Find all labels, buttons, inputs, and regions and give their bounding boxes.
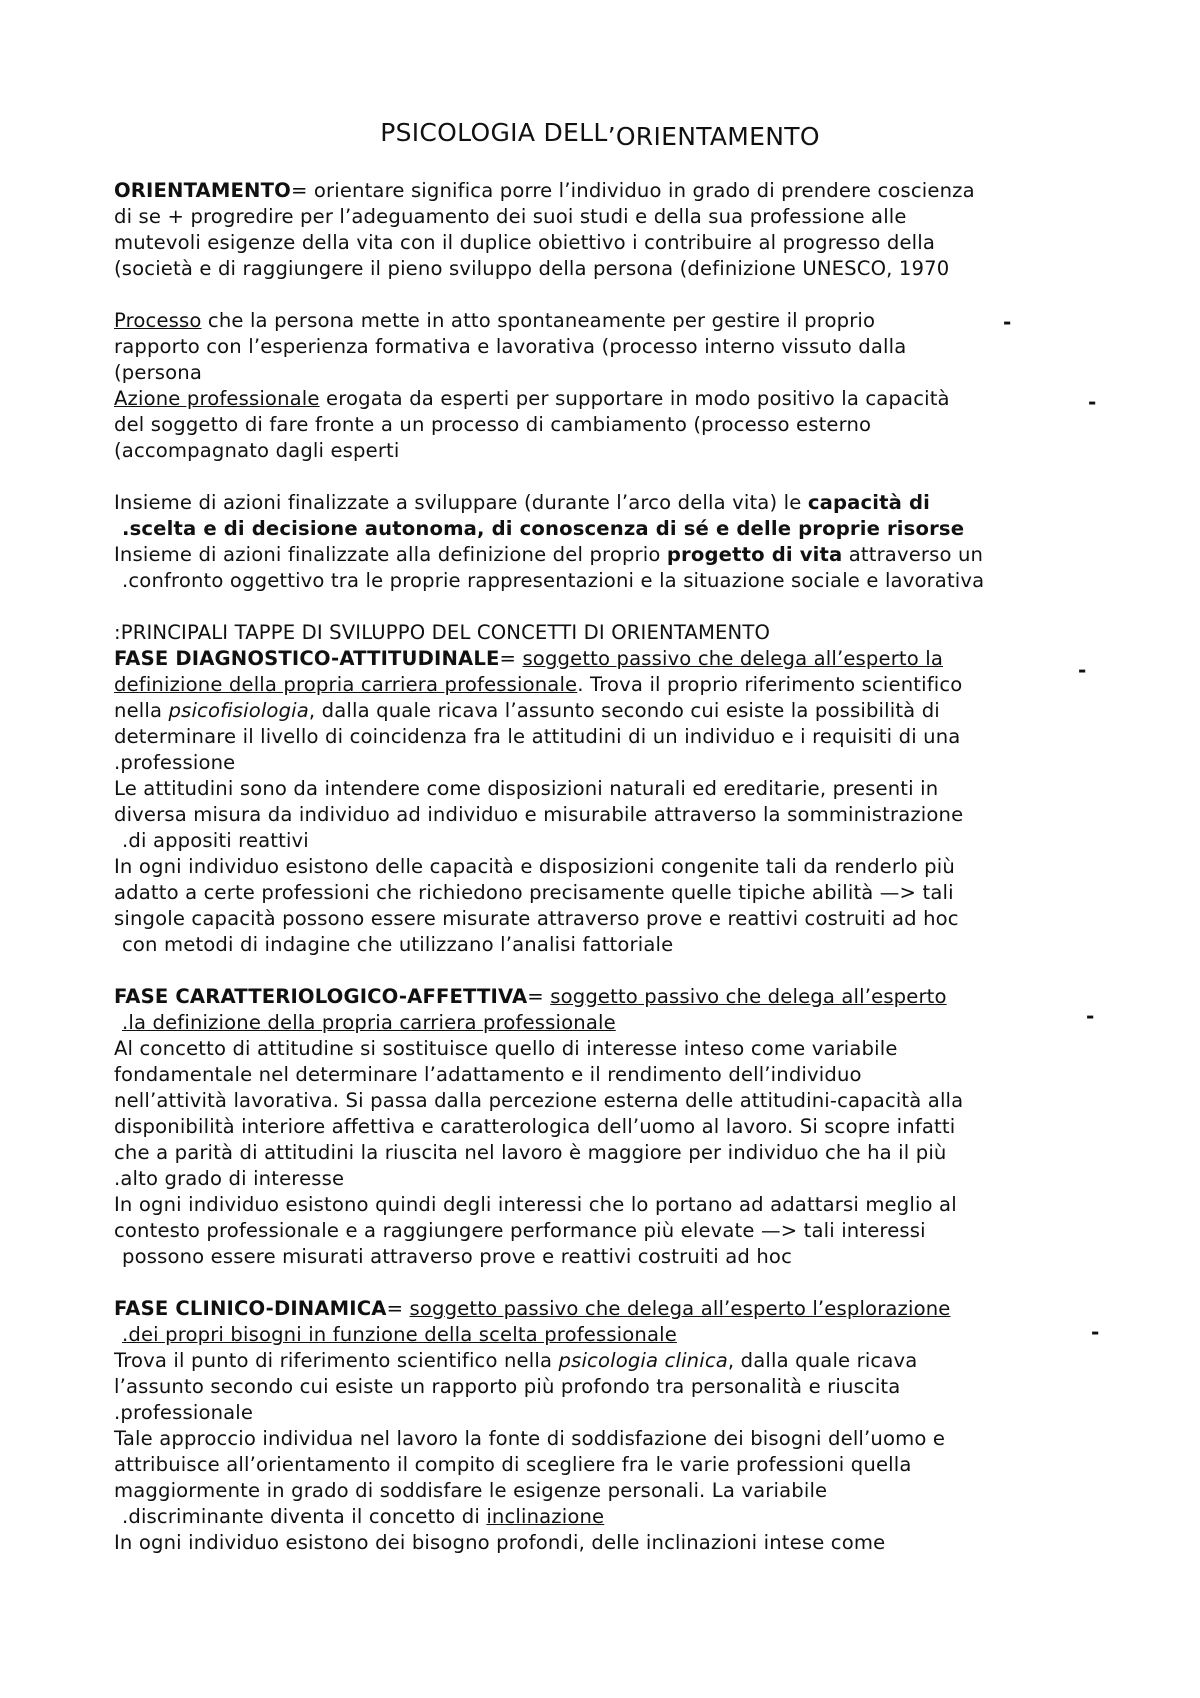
paragraph-line: disponibilità interiore affettiva e caratterologica dell’uomo al lavoro. Si scopre infatti <box>114 1115 956 1138</box>
paragraph-line <box>114 646 1104 672</box>
paragraph-line: (persona <box>114 361 203 384</box>
paragraph-line: diversa misura da individuo ad individuo e misurabile attraverso la somministrazione <box>114 803 964 826</box>
text-run: Insieme di azioni finalizzate alla definizione del proprio <box>114 543 667 566</box>
term-fase-caratteriologico: FASE CARATTERIOLOGICO-AFFETTIVA <box>114 985 528 1008</box>
paragraph-line: di se + progredire per l’adeguamento dei suoi studi e della sua professione alle <box>114 205 907 228</box>
paragraph-line: .confronto oggettivo tra le proprie rappresentazioni e la situazione sociale e lavorativa <box>122 569 985 592</box>
paragraph-line <box>114 1322 1104 1348</box>
text-run: , dalla quale ricava l’assunto secondo cui esiste la possibilità di <box>308 699 940 722</box>
paragraph-line: In ogni individuo esistono dei bisogno profondi, delle inclinazioni intese come <box>114 1531 886 1554</box>
text-run: . Trova il proprio riferimento scientifico <box>577 673 963 696</box>
paragraph-line: singole capacità possono essere misurate attraverso prove e reattivi costruiti ad hoc <box>114 907 959 930</box>
paragraph-line: (società e di raggiungere il pieno sviluppo della persona (definizione UNESCO, 1970 <box>114 257 950 280</box>
spacer <box>114 464 1104 490</box>
paragraph-line: che a parità di attitudini la riuscita nel lavoro è maggiore per individuo che ha il più <box>114 1141 947 1164</box>
text-run: = <box>499 647 523 670</box>
paragraph-line: mutevoli esigenze della vita con il duplice obiettivo i contribuire al progresso della <box>114 231 936 254</box>
paragraph-line: Le attitudini sono da intendere come disposizioni naturali ed ereditarie, presenti in <box>114 777 939 800</box>
paragraph-line: nell’attività lavorativa. Si passa dalla percezione esterna delle attitudini-capacità alla <box>114 1089 964 1112</box>
spacer <box>114 594 1104 620</box>
spacer <box>114 1270 1104 1296</box>
spacer <box>114 282 1104 308</box>
paragraph-line: .professionale <box>114 1401 254 1424</box>
paragraph-line: adatto a certe professioni che richiedono precisamente quelle tipiche abilità —> tali <box>114 881 954 904</box>
text-run: che la persona mette in atto spontaneamente per gestire il proprio <box>201 309 876 332</box>
paragraph-line <box>114 178 1104 204</box>
paragraph-line: determinare il livello di coincidenza fra le attitudini di un individuo e i requisiti di una <box>114 725 961 748</box>
paragraph-line: .professione <box>114 751 236 774</box>
underlined-run: soggetto passivo che delega all’esperto l’esplorazione <box>409 1297 951 1320</box>
page-title <box>0 118 1200 151</box>
paragraph-line: rapporto con l’esperienza formativa e lavorativa (processo interno vissuto dalla <box>114 335 907 358</box>
bold-run: progetto di vita <box>666 543 843 566</box>
paragraph-line: Al concetto di attitudine si sostituisce quello di interesse inteso come variabile <box>114 1037 898 1060</box>
bullet-dash: - <box>1003 310 1012 334</box>
paragraph-line <box>114 1348 1104 1374</box>
paragraph-line: .di appositi reattivi <box>122 829 309 852</box>
paragraph-line: Tale approccio individua nel lavoro la fonte di soddisfazione dei bisogni dell’uomo e <box>114 1427 946 1450</box>
bold-run: capacità di <box>807 491 931 514</box>
text-run: Insieme di azioni finalizzate a sviluppare (durante l’arco della vita) le <box>114 491 808 514</box>
section-heading: :PRINCIPALI TAPPE DI SVILUPPO DEL CONCETTI DI ORIENTAMENTO <box>114 621 771 644</box>
bullet-dash: - <box>1091 1320 1100 1344</box>
paragraph-line <box>114 542 1104 568</box>
text-run: = orientare significa porre l’individuo in grado di prendere coscienza <box>290 179 975 202</box>
term-fase-clinico: FASE CLINICO-DINAMICA <box>114 1297 387 1320</box>
document-body <box>114 178 1104 1556</box>
paragraph-line <box>114 672 1104 698</box>
underlined-run: .la definizione della propria carriera professionale <box>122 1011 616 1034</box>
paragraph-line: possono essere misurati attraverso prove e reattivi costruiti ad hoc <box>122 1245 792 1268</box>
paragraph-line: .scelta e di decisione autonoma, di conoscenza di sé e delle proprie risorse <box>122 517 965 540</box>
paragraph-line <box>114 490 1104 516</box>
paragraph-line: maggiormente in grado di soddisfare le esigenze personali. La variabile <box>114 1479 828 1502</box>
title-part-2: ’ORIENTAMENTO <box>607 122 820 151</box>
term-processo: Processo <box>114 309 202 332</box>
paragraph-line: attribuisce all’orientamento il compito di scegliere fra le varie professioni quella <box>114 1453 912 1476</box>
paragraph-line: (accompagnato dagli esperti <box>114 439 400 462</box>
paragraph-line <box>114 698 1104 724</box>
bullet-dash: - <box>1086 1004 1095 1028</box>
paragraph-line <box>114 984 1104 1010</box>
bullet-dash: - <box>1088 390 1097 414</box>
text-run: .discriminante diventa il concetto di <box>122 1505 487 1528</box>
paragraph-line <box>114 1504 1104 1530</box>
paragraph-line <box>114 1010 1104 1036</box>
underlined-run: soggetto passivo che delega all’esperto la <box>522 647 943 670</box>
spacer <box>114 958 1104 984</box>
paragraph-line <box>114 1296 1104 1322</box>
title-part-1: PSICOLOGIA DELL <box>380 118 608 147</box>
paragraph-line: In ogni individuo esistono quindi degli interessi che lo portano ad adattarsi meglio al <box>114 1193 957 1216</box>
text-run: attraverso un <box>842 543 984 566</box>
paragraph-line <box>114 386 1104 412</box>
term-azione-professionale: Azione professionale <box>114 387 320 410</box>
underlined-run: soggetto passivo che delega all’esperto <box>550 985 947 1008</box>
underlined-run: .dei propri bisogni in funzione della scelta professionale <box>122 1323 677 1346</box>
paragraph-line: con metodi di indagine che utilizzano l’analisi fattoriale <box>122 933 674 956</box>
term-orientamento: ORIENTAMENTO <box>114 179 291 202</box>
term-fase-diagnostico: FASE DIAGNOSTICO-ATTITUDINALE <box>114 647 500 670</box>
bullet-dash: - <box>1078 658 1087 682</box>
text-run: erogata da esperti per supportare in modo positivo la capacità <box>319 387 950 410</box>
italic-run: psicologia clinica <box>558 1349 728 1372</box>
paragraph-line: .alto grado di interesse <box>114 1167 345 1190</box>
paragraph-line: contesto professionale e a raggiungere performance più elevate —> tali interessi <box>114 1219 926 1242</box>
paragraph-line: fondamentale nel determinare l’adattamento e il rendimento dell’individuo <box>114 1063 862 1086</box>
paragraph-line: l’assunto secondo cui esiste un rapporto più profondo tra personalità e riuscita <box>114 1375 901 1398</box>
paragraph-line: In ogni individuo esistono delle capacità e disposizioni congenite tali da renderlo più <box>114 855 955 878</box>
text-run: = <box>386 1297 410 1320</box>
paragraph-line: del soggetto di fare fronte a un processo di cambiamento (processo esterno <box>114 413 872 436</box>
paragraph-line <box>114 308 1104 334</box>
text-run: = <box>527 985 551 1008</box>
italic-run: psicofisiologia <box>168 699 309 722</box>
text-run: nella <box>114 699 169 722</box>
underlined-run: inclinazione <box>486 1505 605 1528</box>
text-run: , dalla quale ricava <box>727 1349 918 1372</box>
underlined-run: definizione della propria carriera professionale <box>114 673 578 696</box>
text-run: Trova il punto di riferimento scientifico nella <box>114 1349 559 1372</box>
